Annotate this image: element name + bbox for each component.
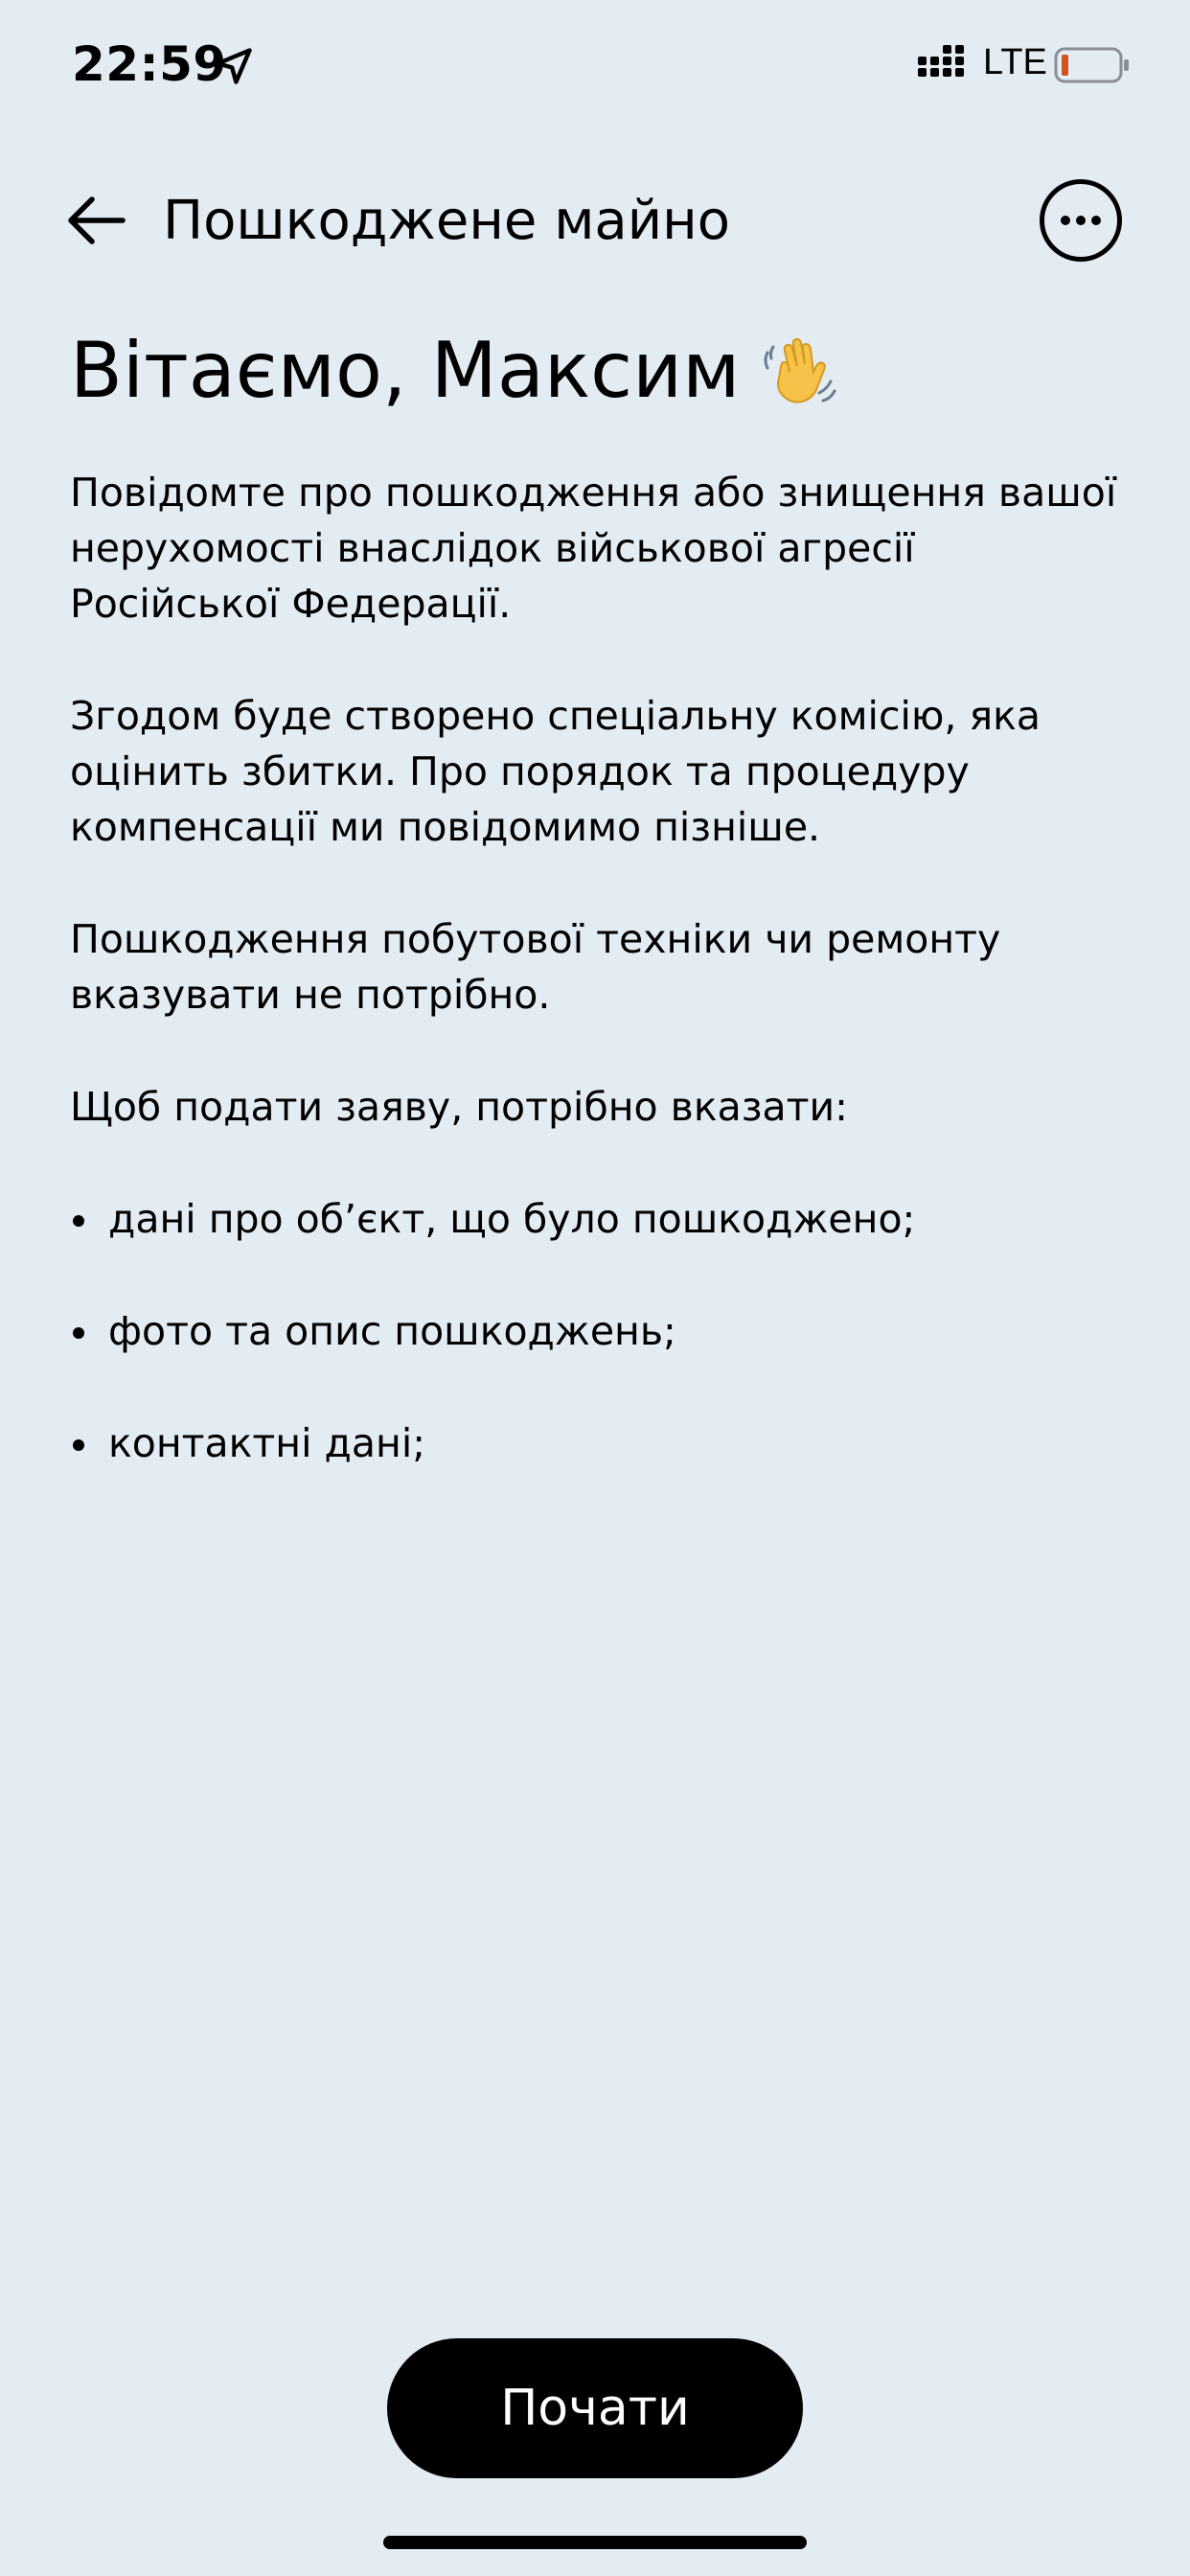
page-title: Пошкоджене майно <box>163 190 731 252</box>
greeting-text: Вітаємо, Максим <box>70 326 741 415</box>
more-options-button[interactable] <box>1040 179 1122 262</box>
arrow-left-icon <box>65 194 126 247</box>
intro-paragraph: Повідомте про пошкодження або знищення вашої нерухомості внаслідок військової агресії Російської Федерації. <box>70 470 1117 627</box>
network-type: LTE <box>983 42 1047 82</box>
requirements-list <box>70 1191 1133 1471</box>
list-item: фото та опис пошкоджень; <box>70 1303 1133 1359</box>
commission-paragraph: Згодом буде створено спеціальну комісію, яка оцінить збитки. Про порядок та процедуру компенсації ми повідомимо пізніше. <box>70 693 1041 850</box>
appliances-paragraph: Пошкодження побутової техніки чи ремонту вказувати не потрібно. <box>70 916 1001 1018</box>
battery-low-icon <box>1054 46 1131 84</box>
signal-icon <box>918 45 970 83</box>
status-bar <box>0 0 1190 129</box>
waving-hand-icon <box>760 332 838 410</box>
requirements-heading: Щоб подати заяву, потрібно вказати: <box>70 1084 848 1130</box>
start-button[interactable]: Почати <box>387 2338 803 2478</box>
list-item: дані про об’єкт, що було пошкоджено; <box>70 1191 1133 1247</box>
intro-content <box>70 465 1133 1528</box>
greeting-heading <box>70 326 838 415</box>
list-item: контактні дані; <box>70 1415 1133 1471</box>
back-button[interactable] <box>62 187 129 254</box>
home-indicator[interactable] <box>383 2536 807 2549</box>
location-arrow-icon <box>213 45 255 87</box>
more-horizontal-icon <box>1059 215 1103 226</box>
status-time: 22:59 <box>72 36 227 92</box>
top-app-bar <box>0 172 1190 268</box>
